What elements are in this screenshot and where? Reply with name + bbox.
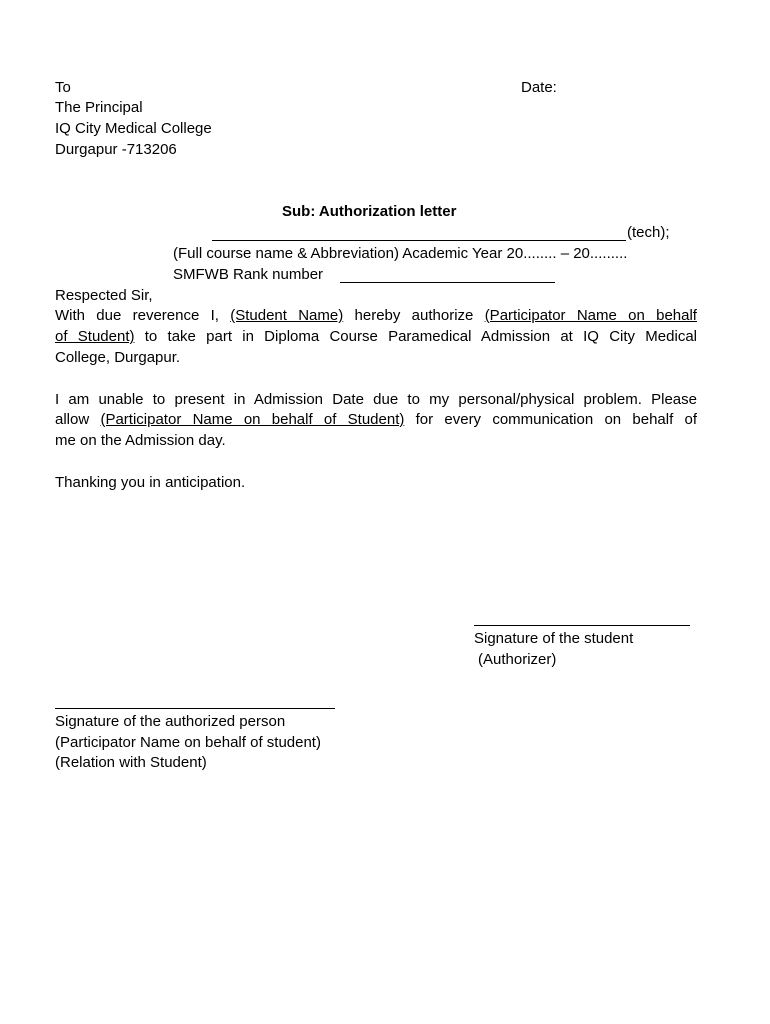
closing-line: Thanking you in anticipation.	[55, 474, 246, 491]
paragraph2-line1-text: I am unable to present in Admission Date due to my personal/physical problem. Please	[55, 391, 697, 408]
tech-suffix: (tech);	[627, 224, 670, 241]
student-signature-line	[474, 625, 690, 626]
allow-text: allow	[55, 411, 90, 428]
recipient-title: The Principal	[55, 99, 143, 116]
course-blank-line	[212, 240, 626, 241]
paragraph1-line1	[55, 306, 697, 326]
paragraph1-line3: College, Durgapur.	[55, 349, 181, 366]
student-name-placeholder: (Student Name)	[230, 307, 344, 324]
course-line: (Full course name & Abbreviation) Academic Year 20........ – 20.........	[173, 245, 628, 262]
paragraph2-line3: me on the Admission day.	[55, 432, 226, 449]
authorized-person-relation: (Relation with Student)	[55, 754, 207, 771]
authorized-signature-line	[55, 708, 335, 709]
authorized-signature-label: Signature of the authorized person	[55, 713, 286, 730]
paragraph2-line2	[55, 410, 697, 430]
paragraph1-line2-text: to take part in Diploma Course Paramedical Admission at IQ City Medical	[144, 328, 697, 345]
rank-blank-line	[340, 282, 555, 283]
salutation: Respected Sir,	[55, 287, 153, 304]
subject-heading: Sub: Authorization letter	[282, 203, 457, 220]
paragraph1-line2	[55, 327, 697, 347]
participator-placeholder-part1: (Participator Name on behalf	[484, 307, 697, 324]
student-signature-label: Signature of the student	[474, 630, 634, 647]
date-label: Date:	[521, 79, 557, 96]
rank-label: SMFWB Rank number	[173, 266, 324, 283]
intro-text: With due reverence I,	[55, 307, 219, 324]
paragraph2-line1	[55, 390, 697, 410]
paragraph2-line2-text: for every communication on behalf of	[415, 411, 697, 428]
participator-placeholder-part2: of Student)	[55, 328, 135, 345]
authorized-person-name: (Participator Name on behalf of student)	[55, 734, 321, 751]
to-label: To	[55, 79, 71, 96]
student-signature-role: (Authorizer)	[478, 651, 557, 668]
hereby-text: hereby authorize	[354, 307, 474, 324]
recipient-address: Durgapur -713206	[55, 141, 177, 158]
participator-placeholder: (Participator Name on behalf of Student)	[100, 411, 405, 428]
recipient-institution: IQ City Medical College	[55, 120, 212, 137]
